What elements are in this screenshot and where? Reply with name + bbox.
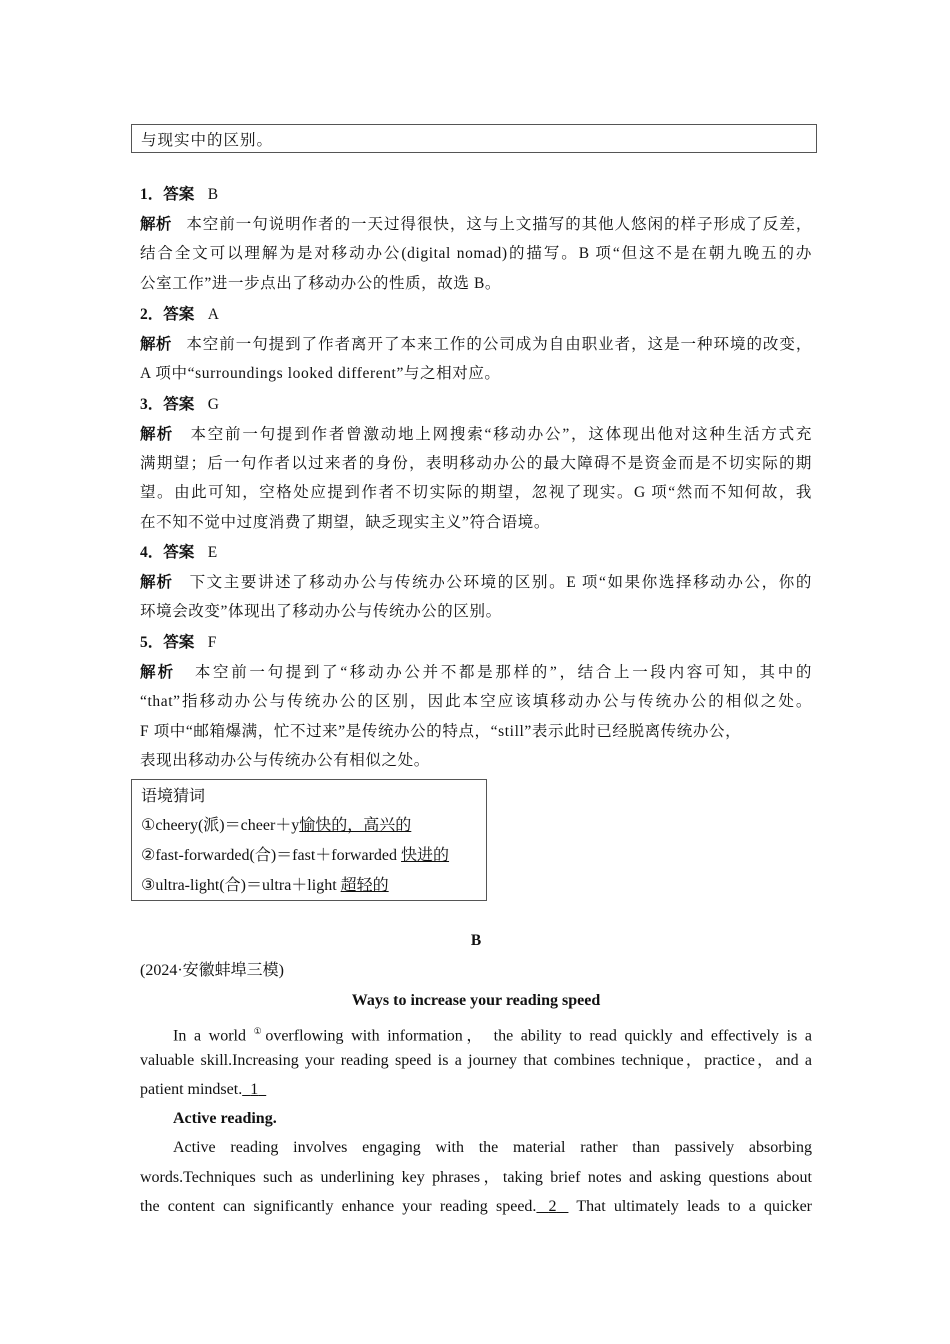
- footnote-marker: ①: [253, 1026, 266, 1036]
- passage-p1-line-3: patient mindset. 1: [140, 1080, 812, 1100]
- answer-3-explanation-line-4: 在不知不觉中过度消费了期望，缺乏现实主义”符合语境。: [140, 514, 550, 531]
- passage-p2-line-2: words.Techniques such as underlining key phrases，taking brief notes and asking questions about: [140, 1169, 812, 1186]
- answer-4-explanation-line-2: 环境会改变”体现出了移动办公与传统办公的区别。: [140, 603, 502, 620]
- passage-p2-line-3: the content can significantly enhance your reading speed. 2 That ultimately leads to a quicker: [140, 1198, 812, 1215]
- answer-3-explanation-line-1: 解析 本空前一句提到作者曾激动地上网搜索“移动办公”，这体现出他对这种生活方式充: [140, 426, 812, 443]
- vocab-guess-box: [131, 779, 487, 901]
- blank-1[interactable]: 1: [250, 1081, 259, 1098]
- answer-3-explanation-line-3: 望。由此可知，空格处应提到作者不切实际的期望，忽视了现实。G 项“然而不知何故，我: [140, 484, 812, 501]
- answer-1-header: 1．答案 B: [140, 186, 219, 203]
- vocab-title: 语境猜词: [141, 788, 206, 805]
- answer-3-header: 3．答案 G: [140, 396, 220, 413]
- passage-p2-line-1: Active reading involves engaging with the material rather than passively absorbing: [173, 1139, 812, 1156]
- answer-1-explanation-line-2: 结合全文可以理解为是对移动办公(digital nomad)的描写。B 项“但这不是在朝九晚五的办: [140, 245, 812, 262]
- answer-2-header: 2．答案 A: [140, 306, 220, 323]
- passage-title: Ways to increase your reading speed: [351, 992, 601, 1009]
- answer-5-explanation-line-3: F 项中“邮箱爆满，忙不过来”是传统办公的特点，“still”表示此时已经脱离传统办公，: [140, 723, 742, 740]
- answer-2-explanation-line-2: A 项中“surroundings looked different”与之相对应。: [140, 365, 501, 382]
- answer-4-explanation-line-1: 解析 下文主要讲述了移动办公与传统办公环境的区别。E 项“如果你选择移动办公，你的: [140, 574, 812, 591]
- subheading-active-reading: Active reading.: [173, 1110, 277, 1127]
- answer-4-header: 4．答案 E: [140, 544, 218, 561]
- vocab-item-1: ①cheery(派)＝cheer＋y愉快的，高兴的: [141, 817, 412, 834]
- passage-p1-line-1: In a world ①overflowing with information， the ability to read quickly and effectively is a: [173, 1026, 812, 1045]
- continued-text: 与现实中的区别。: [141, 132, 274, 149]
- answer-3-explanation-line-2: 满期望；后一句作者以过来者的身份，表明移动办公的最大障碍不是资金而是不切实际的期: [140, 455, 812, 472]
- section-source: (2024·安徽蚌埠三模): [140, 962, 284, 979]
- answer-1-explanation-line-1: 解析 本空前一句说明作者的一天过得很快，这与上文描写的其他人悠闲的样子形成了反差，: [140, 216, 812, 233]
- answer-1-explanation-line-3: 公室工作”进一步点出了移动办公的性质，故选 B。: [140, 275, 501, 292]
- answer-2-explanation-line-1: 解析 本空前一句提到了作者离开了本来工作的公司成为自由职业者，这是一种环境的改变，: [140, 336, 812, 353]
- blank-2[interactable]: 2: [548, 1198, 557, 1215]
- answer-5-explanation-line-2: “that”指移动办公与传统办公的区别，因此本空应该填移动办公与传统办公的相似之处。: [140, 693, 812, 710]
- answer-5-explanation-line-1: 解析 本空前一句提到了“移动办公并不都是那样的”，结合上一段内容可知，其中的: [140, 664, 812, 681]
- vocab-item-2: ②fast-forwarded(合)＝fast＋forwarded 快进的: [141, 847, 450, 864]
- answer-5-explanation-line-4: 表现出移动办公与传统办公有相似之处。: [140, 752, 430, 769]
- answer-5-header: 5．答案 F: [140, 634, 217, 651]
- passage-p1-line-2: valuable skill.Increasing your reading speed is a journey that combines technique，practice，and a: [140, 1052, 813, 1069]
- section-heading: B: [470, 932, 482, 949]
- vocab-item-3: ③ultra-light(合)＝ultra＋light 超轻的: [141, 877, 389, 894]
- continued-text-box: [131, 124, 817, 153]
